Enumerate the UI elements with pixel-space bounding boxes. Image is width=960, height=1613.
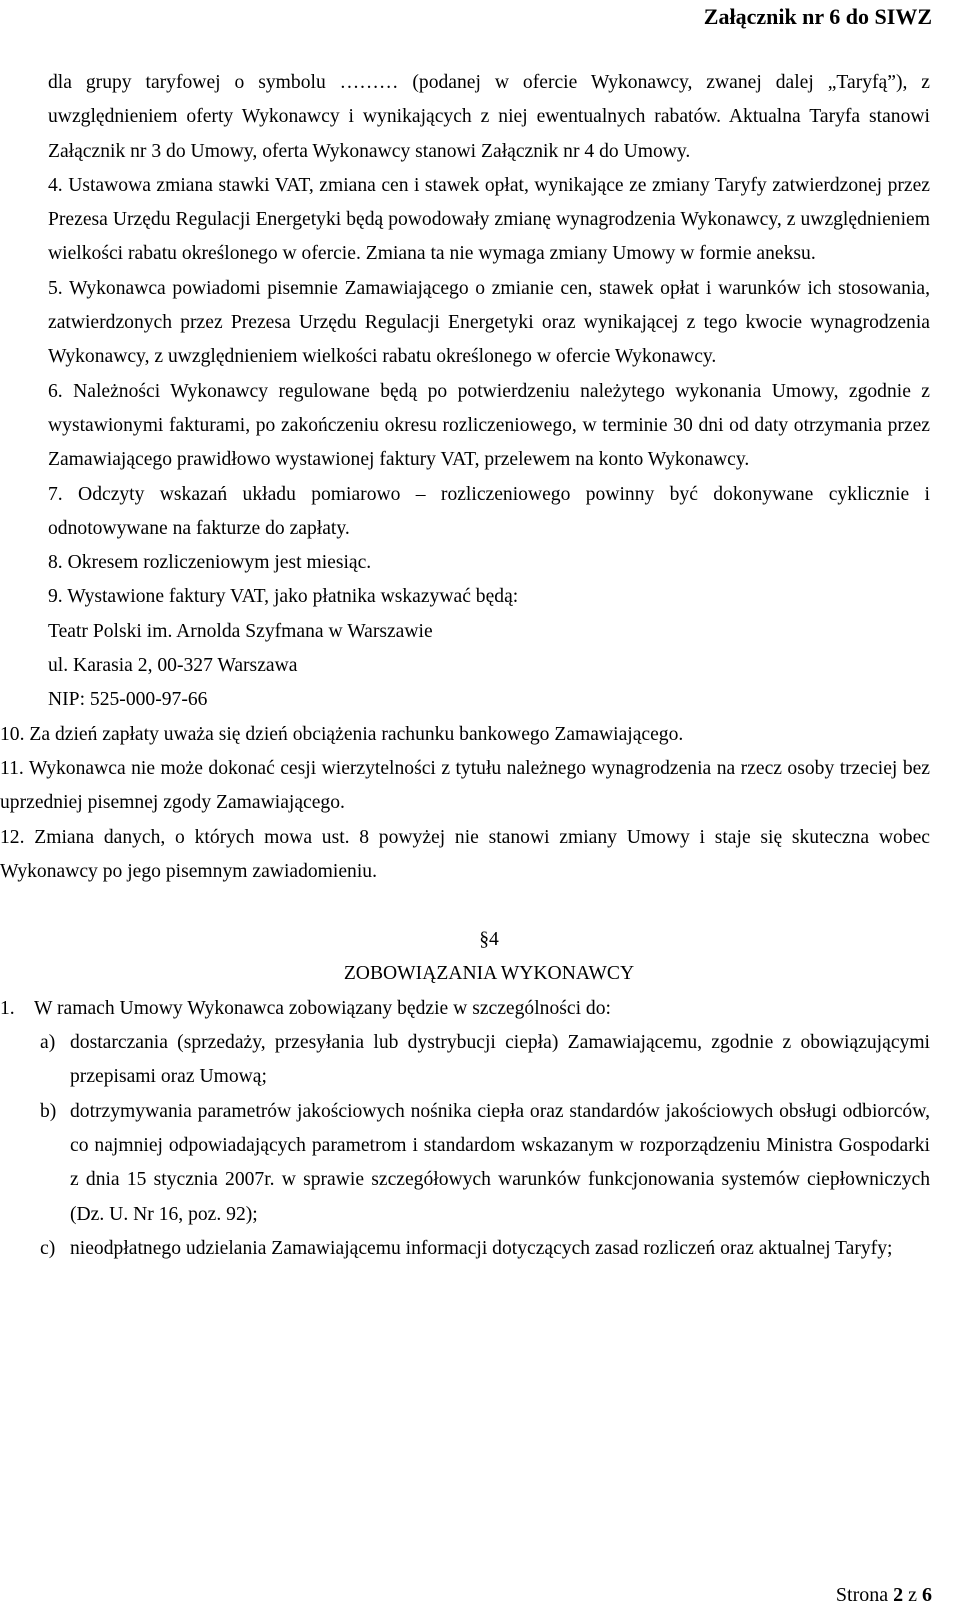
address-line-3: NIP: 525-000-97-66: [48, 689, 208, 711]
sub-item-label: a): [40, 1032, 56, 1054]
sub-item-text: dotrzymywania parametrów jakościowych nośnika ciepła oraz standardów jakościowych obsługi odbiorców, co najmniej odpowiadających parametrom i standardom wskazanym w rozporządzeniu Ministra Gospodarki z dnia 15 stycznia 2007r. w sprawie szczegółowych warunków funkcjonowania systemów ciepłowniczych (Dz. U. Nr 16, poz. 92);: [70, 1100, 930, 1225]
sub-item-a: [40, 1026, 930, 1095]
page-body: [0, 66, 931, 1266]
list-item-5-text: 5. Wykonawca powiadomi pisemnie Zamawiającego o zmianie cen, stawek opłat i warunków ich stosowania, zatwierdzonych przez Prezesa Urzędu Regulacji Energetyki oraz wynikającej z tego kwocie wynagrodzenia Wykonawcy, z uwzględnieniem wielkości rabatu określonego w ofercie Wykonawcy.: [48, 277, 930, 368]
list-item-num: 4.: [48, 174, 63, 196]
sub-item-label: c): [40, 1237, 56, 1259]
sub-item-c: [40, 1232, 930, 1266]
list-item-6-text: 6. Należności Wykonawcy regulowane będą po potwierdzeniu należytego wykonania Umowy, zgodnie z wystawionymi fakturami, po zakończeniu okresu rozliczeniowego, w terminie 30 dni od daty otrzymania przez Zamawiającego prawidłowo wystawionej faktury VAT, przelewem na konto Wykonawcy.: [48, 380, 930, 471]
list-item-num: 12.: [0, 826, 25, 848]
list-item-num: 8.: [48, 552, 63, 574]
list-item-num: 6.: [48, 380, 63, 402]
list-item-9: [48, 580, 930, 614]
section-title: ZOBOWIĄZANIA WYKONAWCY: [343, 963, 635, 985]
sub-item-text: nieodpłatnego udzielania Zamawiającemu informacji dotyczących zasad rozliczeń oraz aktualnej Taryfy;: [70, 1237, 893, 1259]
sub-item-label: b): [40, 1100, 57, 1122]
list-item-7-text: 7. Odczyty wskazań układu pomiarowo – rozliczeniowego powinny być dokonywane cyklicznie i odnotowywane na fakturze do zapłaty.: [48, 483, 930, 539]
numbered-list: [0, 169, 931, 889]
sub-item-text: dostarczania (sprzedaży, przesyłania lub dystrybucji ciepła) Zamawiającemu, zgodnie z obowiązującymi przepisami oraz Umową;: [70, 1032, 930, 1088]
page-current: 2: [893, 1584, 904, 1606]
list-item-5: [48, 272, 930, 375]
list-item-6: [48, 375, 930, 478]
list-item-num: 1.: [0, 997, 15, 1019]
list-item-12: [0, 821, 930, 890]
list-item-12-text: 12. Zmiana danych, o których mowa ust. 8 powyżej nie stanowi zmiany Umowy i staje się skuteczna wobec Wykonawcy po jego pisemnym zawiadomieniu.: [0, 826, 930, 882]
page-sep: z: [908, 1584, 917, 1606]
sub-item-b: [40, 1095, 930, 1232]
list-item-11: [0, 752, 931, 821]
document-header: Załącznik nr 6 do SIWZ: [703, 4, 932, 29]
list-item-num: 7.: [48, 483, 63, 505]
list-item-num: 10.: [0, 723, 25, 745]
list-item-4-text: 4. Ustawowa zmiana stawki VAT, zmiana cen i stawek opłat, wynikające ze zmiany Taryfy zatwierdzonej przez Prezesa Urzędu Regulacji Energetyki będą powodowały zmianę wynagrodzenia Wykonawcy, z uwzględnieniem wielkości rabatu określonego w ofercie. Zmiana ta nie wymaga zmiany Umowy w formie aneksu.: [48, 174, 930, 265]
page-total: 6: [922, 1584, 932, 1606]
section-item-1-text: 1. W ramach Umowy Wykonawca zobowiązany będzie w szczególności do:: [0, 997, 611, 1019]
list-item-num: 11.: [0, 757, 24, 779]
list-item-num: 9.: [48, 586, 63, 608]
section-item-1: [0, 992, 930, 1026]
page-footer: [836, 1584, 932, 1607]
page-label: Strona: [835, 1584, 889, 1606]
list-item-10-text: 10. Za dzień zapłaty uważa się dzień obciążenia rachunku bankowego Zamawiającego.: [0, 723, 684, 745]
list-item-8: [48, 546, 930, 580]
list-item-4: [48, 169, 930, 272]
list-item-9-text: 9. Wystawione faktury VAT, jako płatnika wskazywać będą:: [48, 586, 519, 608]
list-item-7: [48, 478, 930, 547]
invoice-address: [48, 615, 930, 718]
address-line-1: Teatr Polski im. Arnolda Szyfmana w Warszawie: [48, 620, 433, 642]
list-item-11-text: 11. Wykonawca nie może dokonać cesji wierzytelności z tytułu należnego wynagrodzenia na rzecz osoby trzeciej bez uprzedniej pisemnej zgody Zamawiającego.: [0, 757, 931, 814]
list-item-8-text: 8. Okresem rozliczeniowym jest miesiąc.: [48, 552, 372, 574]
sub-list: [40, 1026, 930, 1266]
intro-paragraph: dla grupy taryfowej o symbolu ……… (podanej w ofercie Wykonawcy, zwanej dalej „Taryfą”), z uwzględnieniem oferty Wykonawcy i wynikających z niej ewentualnych rabatów. Aktualna Taryfa stanowi Załącznik nr 3 do Umowy, oferta Wykonawcy stanowi Załącznik nr 4 do Umowy.: [48, 72, 930, 162]
list-item-num: 5.: [48, 277, 63, 299]
section-sign: §4: [479, 929, 499, 951]
address-line-2: ul. Karasia 2, 00-327 Warszawa: [48, 655, 298, 677]
list-item-10: [0, 718, 930, 752]
